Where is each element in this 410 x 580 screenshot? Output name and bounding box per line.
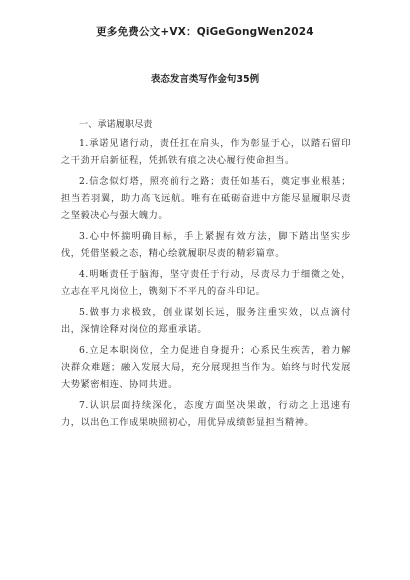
- paragraph-7: 7.认识层面持续深化，态度方面坚决果敢，行动之上迅速有力，以出色工作成果映照初心，用优异成绩彰显担当精神。: [61, 400, 351, 428]
- paragraph-5: 5.做事力求极致，创业谋划长远，服务注重实效，以点滴付出，深情诠释对岗位的郑重承诺。: [61, 307, 351, 335]
- paragraph-4: 4.明晰责任于脑海，坚守责任于行动，尽责尽力于细微之处，立志在平凡岗位上，镌刻下不平凡的奋斗印记。: [61, 269, 351, 297]
- document-title: 表态发言类写作金句35例: [150, 74, 260, 85]
- section-heading: 一、承诺履职尽责: [79, 119, 153, 130]
- promo-header: 更多免费公文+VX：QiGeGongWen2024: [96, 26, 314, 38]
- paragraph-6: 6.立足本职岗位，全力促进自身提升；心系民生疾苦，着力解决群众难题；融入发展大局，充分展现担当作为。始终与时代发展大势紧密相连、协同共进。: [61, 345, 351, 390]
- document-body: [61, 117, 351, 435]
- paragraph-1: 1.承诺见诸行动，责任扛在肩头，作为彰显于心，以踏石留印之干劲开启新征程，凭抓铁有痕之决心履行使命担当。: [61, 138, 351, 166]
- paragraph-2: 2.信念似灯塔，照亮前行之路；责任如基石，奠定事业根基；担当若羽翼，助力高飞远航。唯有在砥砺奋进中方能尽显履职尽责之坚毅决心与强大魄力。: [61, 176, 351, 221]
- paragraph-3: 3.心中怀揣明确目标，手上紧握有效方法，脚下踏出坚实步伐，凭借坚毅之态，精心绘就履职尽责的精彩篇章。: [61, 231, 351, 259]
